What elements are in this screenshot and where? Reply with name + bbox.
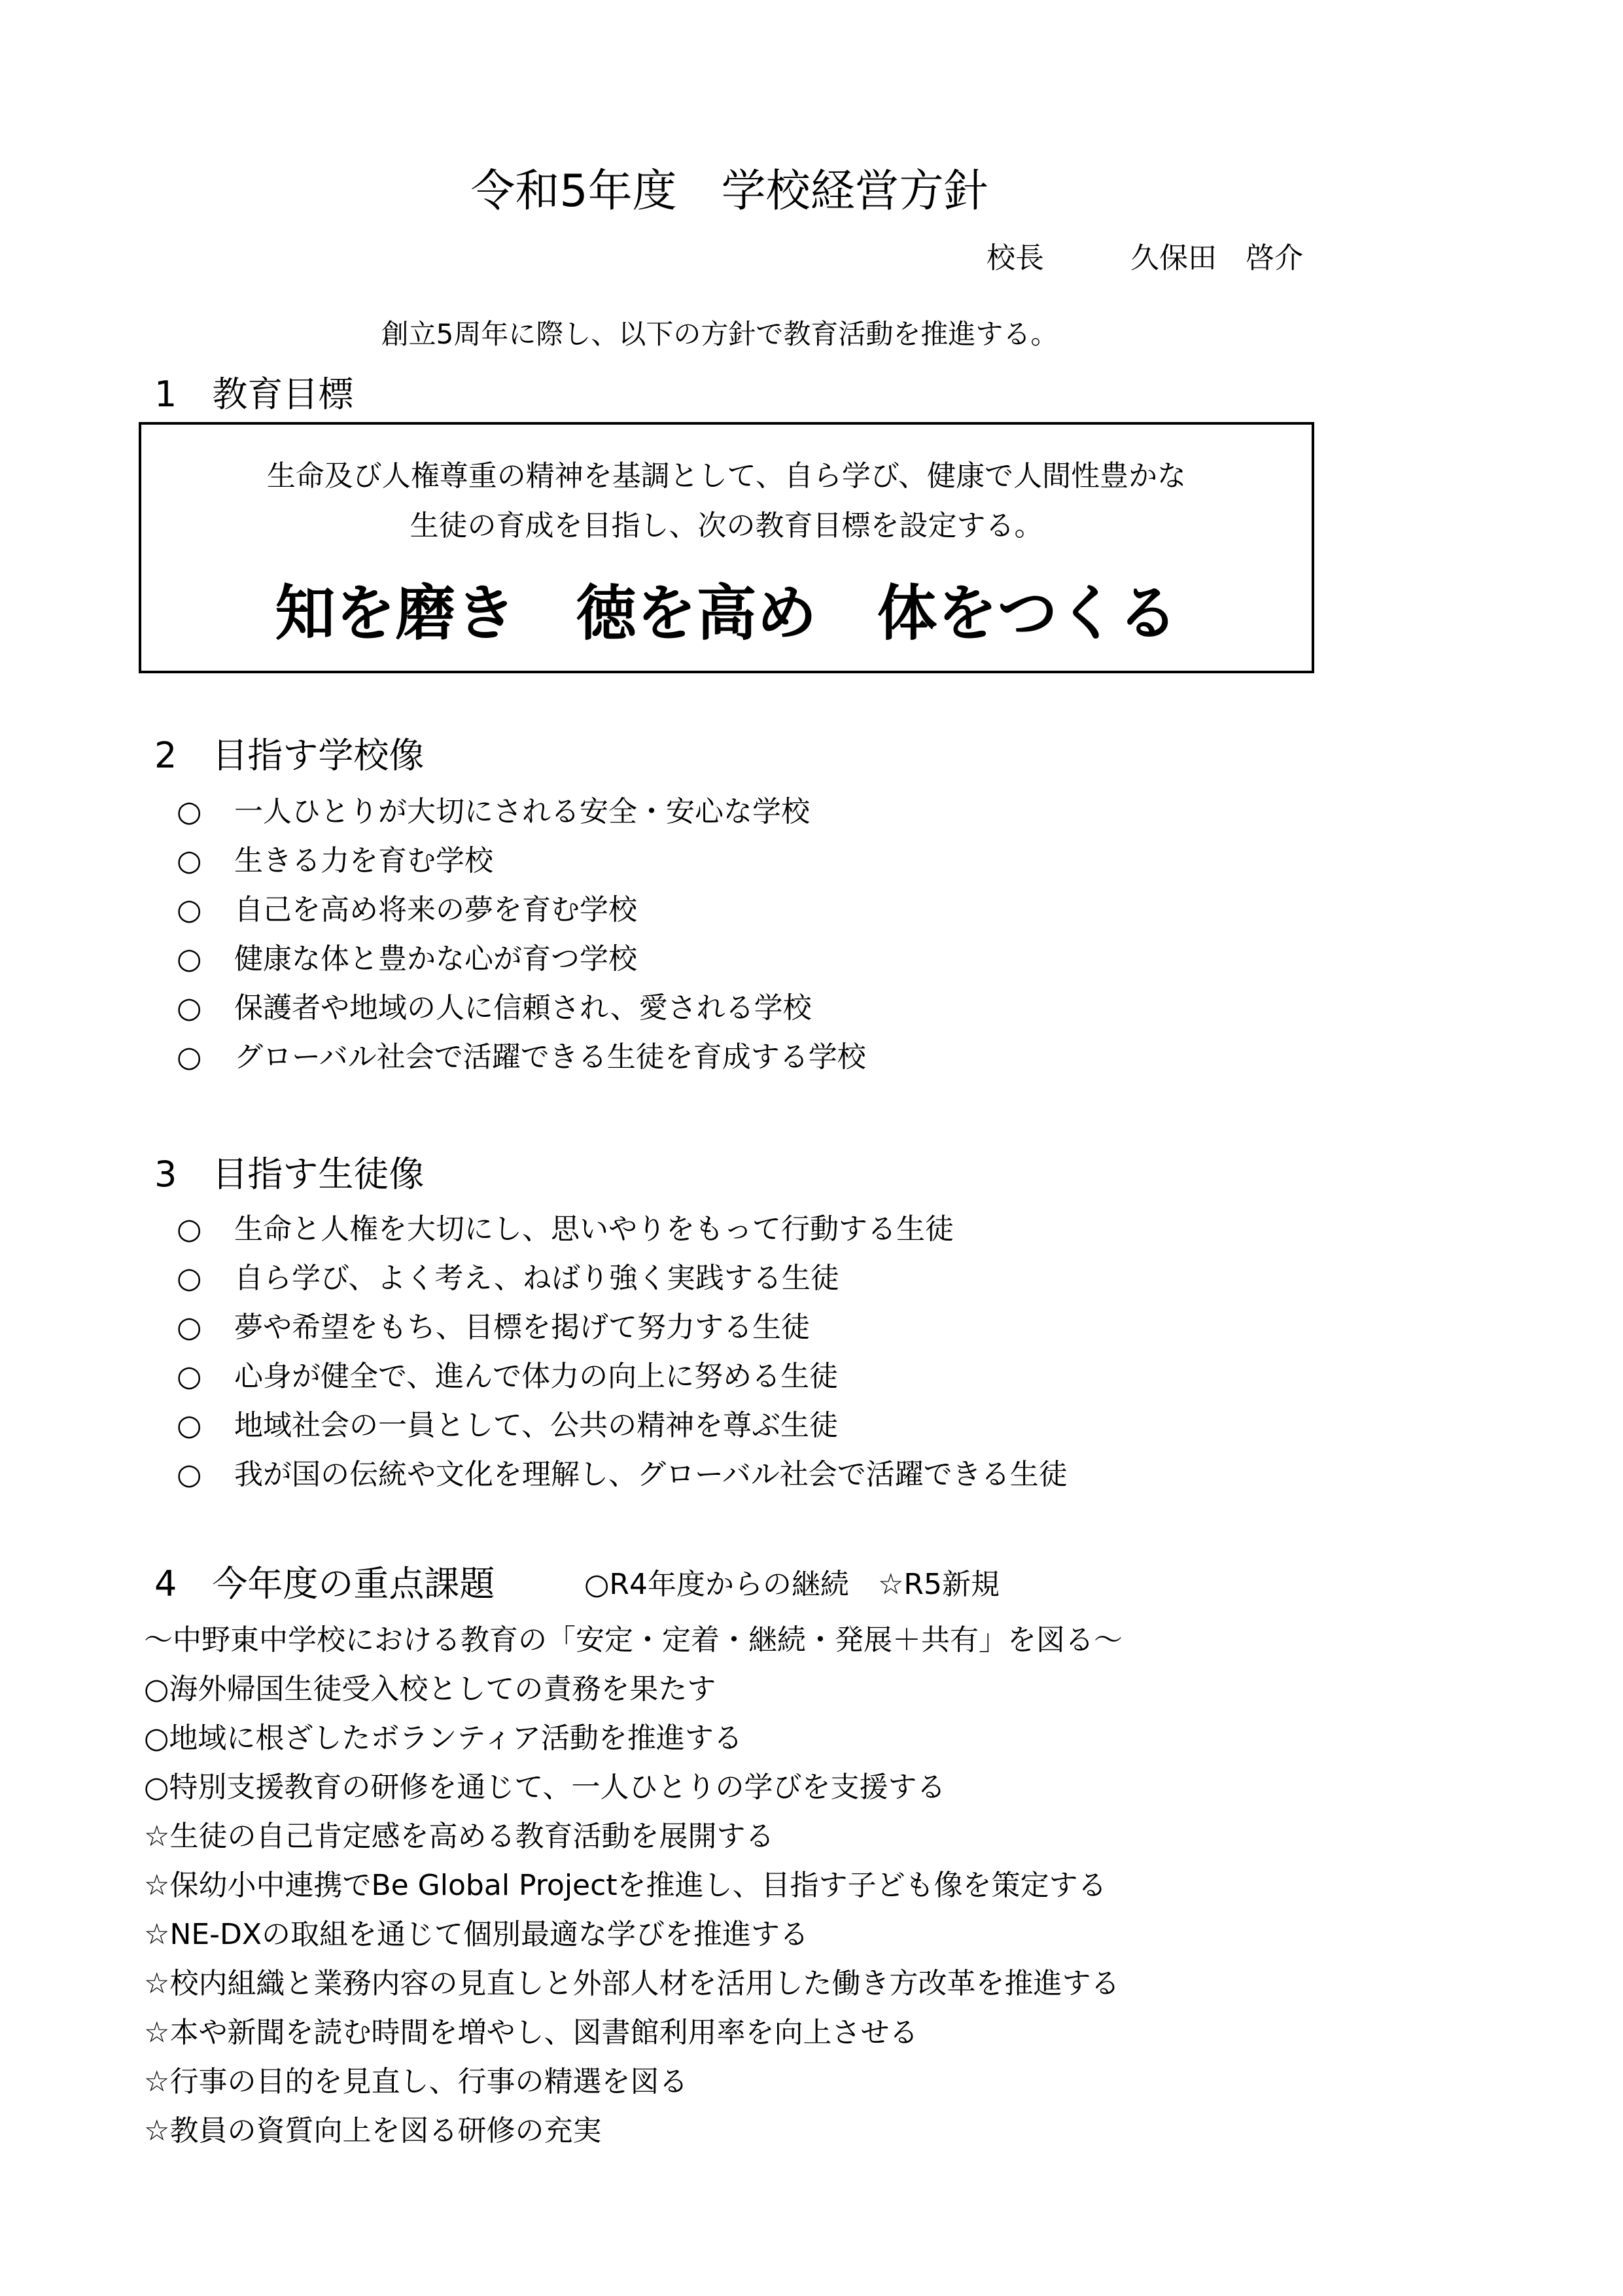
goal-line-2: 生徒の育成を目指し、次の教育目標を設定する。	[410, 509, 1043, 542]
page-title: 令和5年度 学校経営方針	[470, 166, 988, 217]
school-vision-item: ○ 健康な体と豊かな心が育つ学校	[177, 942, 637, 976]
section-1-heading: 1 教育目標	[154, 374, 354, 415]
bullet-circle: ○	[177, 1409, 202, 1442]
education-goal-box	[139, 422, 1314, 673]
school-vision-item: ○ 保護者や地域の人に信頼され、愛される学校	[177, 991, 812, 1025]
bullet-circle: ○	[177, 844, 202, 877]
priority-item: ○海外帰国生徒受入校としての責務を果たす	[144, 1672, 716, 1706]
priority-subtitle: ～中野東中学校における教育の「安定・定着・継続・発展＋共有」を図る～	[144, 1623, 1123, 1657]
priority-item: ☆教員の資質向上を図る研修の充実	[144, 2114, 602, 2147]
section-2-heading: 2 目指す学校像	[154, 735, 425, 776]
intro-text: 創立5周年に際し、以下の方針で教育活動を推進する。	[381, 318, 1058, 350]
section-4-heading: 4 今年度の重点課題	[154, 1563, 495, 1604]
goal-line-1: 生命及び人権尊重の精神を基調として、自ら学び、健康で人間性豊かな	[266, 459, 1187, 493]
school-vision-item: ○ 生きる力を育む学校	[177, 844, 493, 877]
principal-name: 久保田 啓介	[1130, 241, 1303, 275]
priority-item: ☆行事の目的を見直し、行事の精選を図る	[144, 2065, 688, 2098]
bullet-circle: ○	[177, 1262, 202, 1295]
bullet-circle: ○	[177, 942, 202, 976]
section-3-heading: 3 目指す生徒像	[154, 1154, 425, 1195]
priority-item: ☆NE-DXの取組を通じて個別最適な学びを推進する	[144, 1918, 809, 1951]
school-motto: 知を磨き 徳を高め 体をつくる	[275, 578, 1178, 648]
bullet-circle: ○	[177, 1360, 202, 1393]
priority-item: ○地域に根ざしたボランティア活動を推進する	[144, 1722, 742, 1755]
priority-item: ☆本や新聞を読む時間を増やし、図書館利用率を向上させる	[144, 2016, 918, 2049]
priority-item: ☆校内組織と業務内容の見直しと外部人材を活用した働き方改革を推進する	[144, 1967, 1120, 2000]
bullet-circle: ○	[177, 1040, 202, 1074]
student-vision-item: ○ 生命と人権を大切にし、思いやりをもって行動する生徒	[177, 1212, 954, 1246]
student-vision-item: ○ 我が国の伝統や文化を理解し、グローバル社会で活躍できる生徒	[177, 1458, 1068, 1491]
priority-legend: ○R4年度からの継続 ☆R5新規	[584, 1568, 1000, 1601]
priority-item: ☆生徒の自己肯定感を高める教育活動を展開する	[144, 1820, 775, 1853]
bullet-circle: ○	[177, 893, 202, 927]
principal-label: 校長	[986, 241, 1044, 275]
student-vision-item: ○ 地域社会の一員として、公共の精神を尊ぶ生徒	[177, 1409, 839, 1442]
student-vision-item: ○ 心身が健全で、進んで体力の向上に努める生徒	[177, 1360, 839, 1393]
bullet-circle: ○	[177, 991, 202, 1025]
bullet-circle: ○	[177, 1458, 202, 1491]
student-vision-item: ○ 夢や希望をもち、目標を掲げて努力する生徒	[177, 1311, 810, 1344]
bullet-circle: ○	[177, 795, 202, 828]
school-vision-item: ○ 一人ひとりが大切にされる安全・安心な学校	[177, 795, 810, 828]
student-vision-item: ○ 自ら学び、よく考え、ねばり強く実践する生徒	[177, 1262, 839, 1295]
school-vision-item: ○ 自己を高め将来の夢を育む学校	[177, 893, 637, 927]
bullet-circle: ○	[177, 1212, 202, 1246]
priority-item: ☆保幼小中連携でBe Global Projectを推進し、目指す子ども像を策定する	[144, 1869, 1107, 1902]
school-vision-item: ○ グローバル社会で活躍できる生徒を育成する学校	[177, 1040, 866, 1074]
bullet-circle: ○	[177, 1311, 202, 1344]
priority-item: ○特別支援教育の研修を通じて、一人ひとりの学びを支援する	[144, 1771, 946, 1804]
